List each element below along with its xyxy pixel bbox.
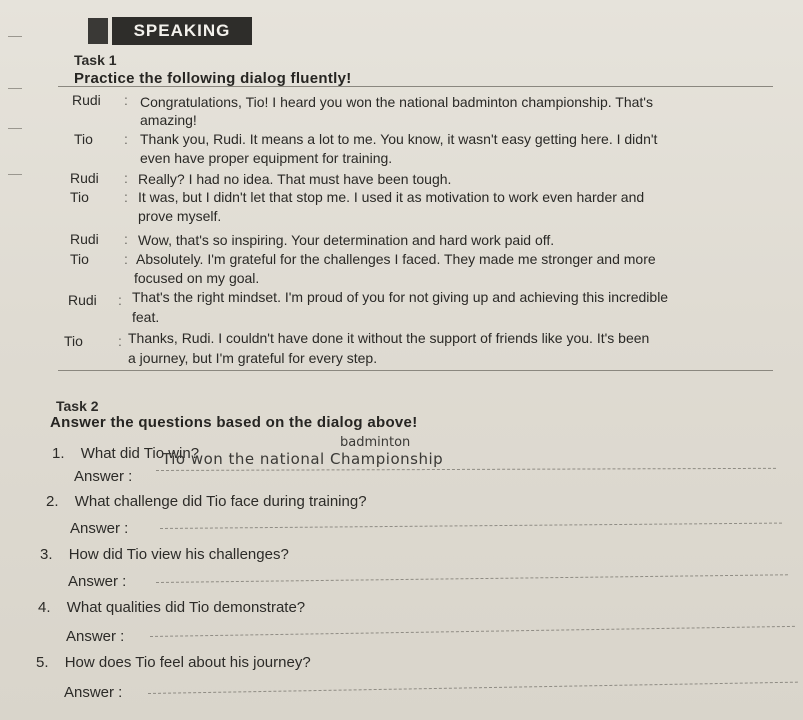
margin-mark [8, 88, 22, 89]
answer-2-line[interactable] [160, 523, 782, 529]
margin-mark [8, 36, 22, 37]
dialog-line: feat. [132, 309, 160, 325]
question-text: What did Tio win? [80, 445, 200, 462]
dialog-speaker: Rudi [70, 231, 99, 247]
dialog-speaker: Tio [70, 189, 89, 205]
dialog-line: Wow, that's so inspiring. Your determination and hard work paid off. [138, 232, 555, 248]
dialog-line: It was, but I didn't let that stop me. I used it as motivation to work even harder and [138, 189, 645, 205]
dialog-speaker: Tio [70, 251, 89, 267]
question-number: 3. [40, 546, 53, 563]
dialog-speaker: Tio [74, 131, 93, 147]
answer-label: Answer : [68, 573, 127, 590]
task2-instruction: Answer the questions based on the dialog above! [50, 414, 418, 431]
task1-instruction: Practice the following dialog fluently! [74, 70, 352, 87]
question-number: 4. [38, 599, 51, 616]
answer-4-line[interactable] [150, 626, 795, 637]
dialog-line: amazing! [140, 112, 197, 128]
dialog-line: focused on my goal. [134, 270, 260, 286]
dialog-line: prove myself. [138, 208, 222, 224]
dialog-line: Really? I had no idea. That must have been tough. [138, 171, 452, 187]
dialog-line: Absolutely. I'm grateful for the challenges I faced. They made me stronger and more [136, 251, 656, 267]
question-2 [46, 493, 367, 510]
question-number: 5. [36, 654, 49, 671]
task2-label: Task 2 [56, 398, 99, 414]
question-text: How does Tio feel about his journey? [64, 654, 311, 671]
question-text: How did Tio view his challenges? [68, 546, 289, 563]
answer-label: Answer : [70, 520, 129, 537]
handwritten-answer-1: Tio won the national Championship [162, 450, 444, 468]
dialog-colon: : [124, 231, 128, 247]
dialog-colon: : [124, 92, 128, 108]
dialog-speaker: Rudi [72, 92, 101, 108]
margin-mark [8, 128, 22, 129]
dialog-line: That's the right mindset. I'm proud of you for not giving up and achieving this incredible [132, 289, 669, 305]
section-header-marker [88, 18, 108, 44]
answer-label: Answer : [74, 468, 133, 485]
dialog-colon: : [124, 170, 128, 186]
dialog-line: Congratulations, Tio! I heard you won the national badminton championship. That's [140, 94, 653, 110]
dialog-colon: : [124, 189, 128, 205]
answer-1-line[interactable] [156, 468, 776, 471]
question-5 [36, 654, 311, 671]
dialog-colon: : [124, 251, 128, 267]
handwritten-note: badminton [340, 435, 411, 450]
answer-3-line[interactable] [156, 574, 788, 583]
question-text: What challenge did Tio face during training? [74, 493, 367, 510]
question-3 [40, 546, 289, 563]
dialog-line: Thank you, Rudi. It means a lot to me. You know, it wasn't easy getting here. I didn't [140, 131, 658, 147]
dialog-colon: : [118, 333, 122, 349]
dialog-speaker: Rudi [68, 292, 97, 308]
dialog-line: even have proper equipment for training. [140, 150, 393, 166]
section-title: SPEAKING [112, 17, 252, 45]
question-4 [38, 599, 305, 616]
margin-mark [8, 174, 22, 175]
dialog-colon: : [118, 292, 122, 308]
answer-label: Answer : [64, 684, 123, 701]
dialog-line: Thanks, Rudi. I couldn't have done it without the support of friends like you. It's been [128, 330, 650, 346]
dialog-box [58, 86, 773, 371]
question-number: 1. [52, 445, 65, 462]
dialog-colon: : [124, 131, 128, 147]
answer-label: Answer : [66, 628, 125, 645]
question-text: What qualities did Tio demonstrate? [66, 599, 306, 616]
dialog-speaker: Rudi [70, 170, 99, 186]
dialog-speaker: Tio [64, 333, 83, 349]
question-number: 2. [46, 493, 59, 510]
dialog-line: a journey, but I'm grateful for every step. [128, 350, 378, 366]
answer-5-line[interactable] [148, 682, 798, 694]
task1-label: Task 1 [74, 52, 117, 68]
